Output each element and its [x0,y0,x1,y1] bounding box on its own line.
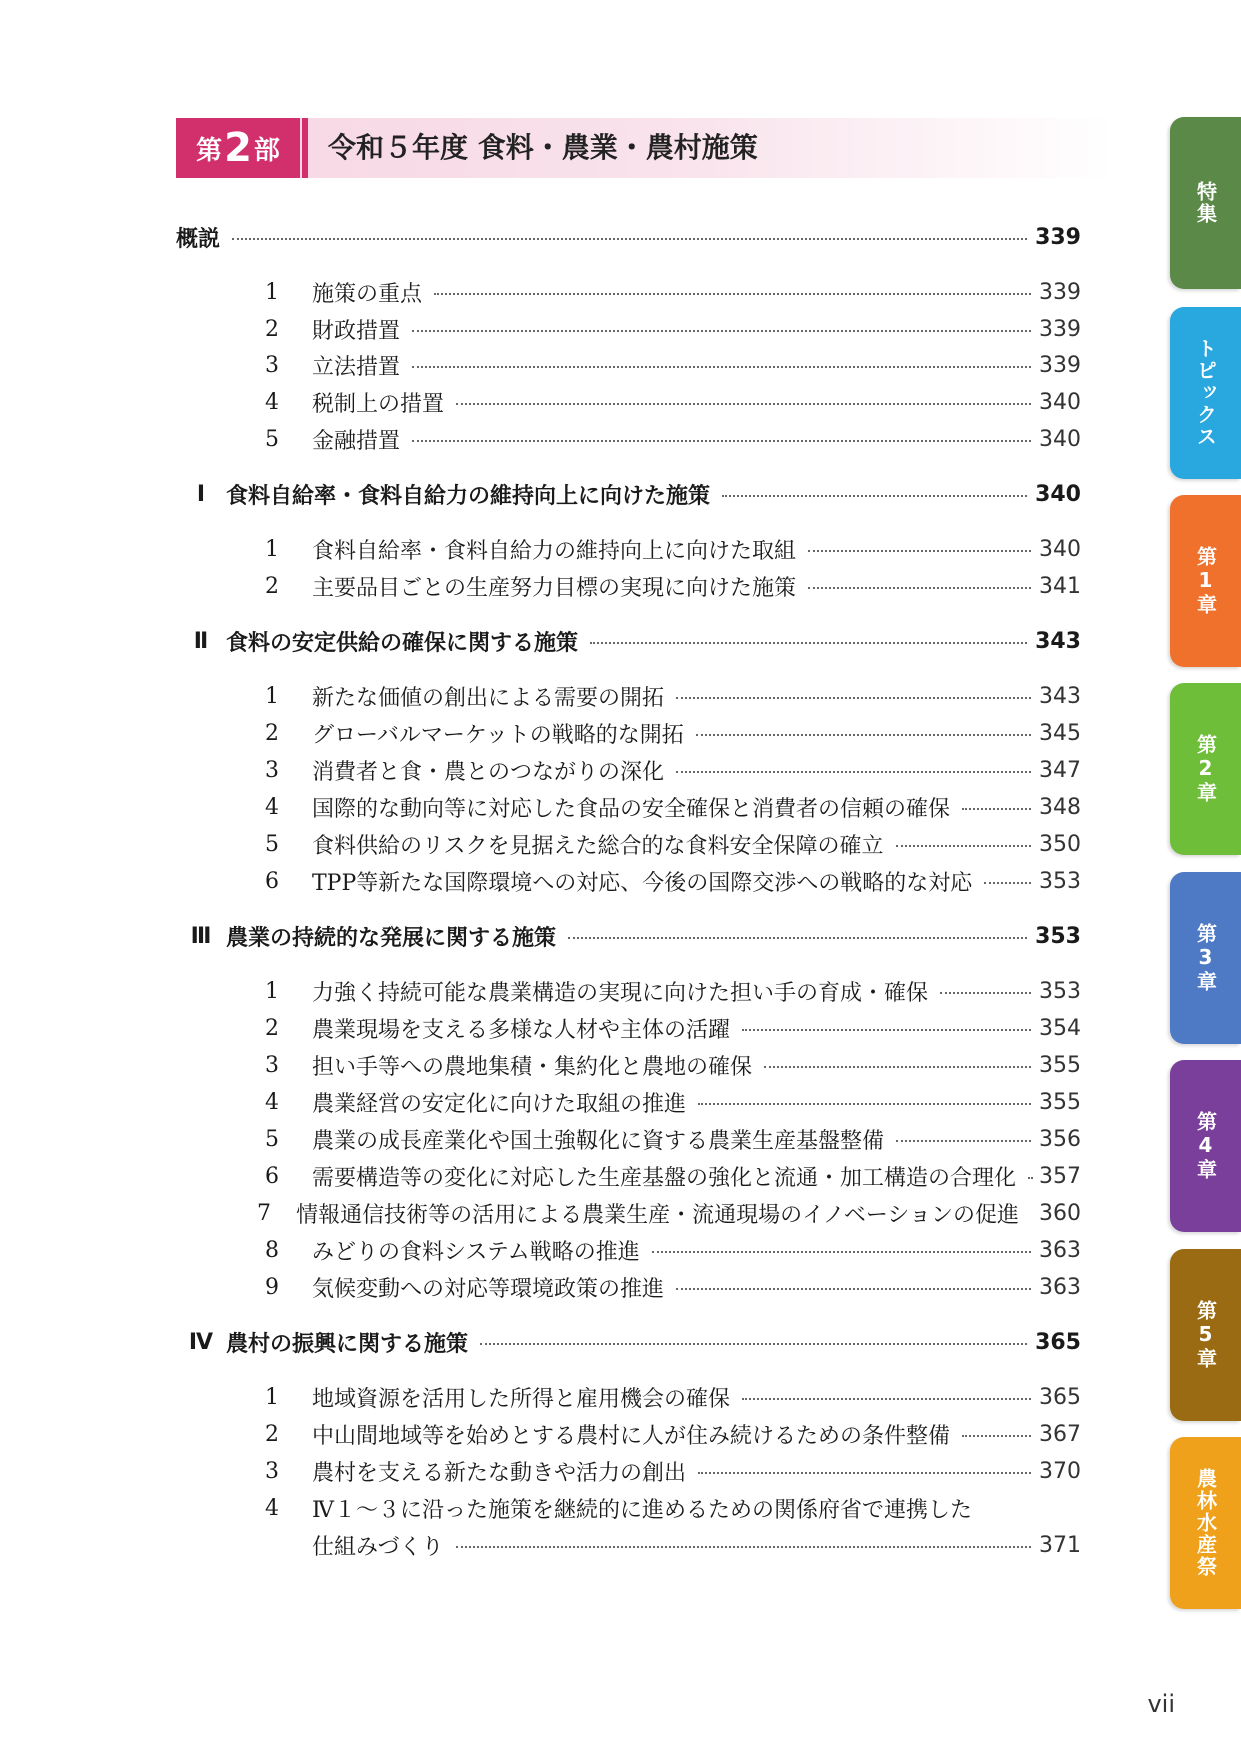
tab-4[interactable] [1170,683,1241,855]
toc-title: 農業の成長産業化や国土強靱化に資する農業生産基盤整備 [312,1128,885,1154]
toc-number: 3 [265,352,279,378]
toc-item-row[interactable] [254,532,1081,566]
toc-leader-dots [698,1103,1031,1105]
toc-item-row[interactable] [254,348,1081,382]
toc-title: 地域資源を活用した所得と雇用機会の確保 [312,1386,731,1412]
toc-item-row[interactable] [254,312,1081,346]
tab-label: 農林水産祭 [1193,1468,1218,1578]
tab-6[interactable] [1170,1060,1241,1232]
toc-page-number: 367 [1039,1421,1081,1447]
toc-leader-dots [456,403,1031,405]
toc-page-number: 348 [1039,794,1081,820]
toc-page-number: 339 [1039,352,1081,378]
toc-leader-dots [568,937,1027,939]
toc-page-number: 340 [1039,426,1081,452]
tab-2[interactable] [1170,307,1241,479]
toc-leader-dots [962,1435,1031,1437]
toc-number: 3 [265,1052,279,1078]
tab-label: 第4章 [1193,1111,1218,1181]
part-suffix: 部 [253,135,280,166]
tab-label: 第2章 [1193,734,1218,804]
toc-number: 8 [265,1237,279,1263]
toc-leader-dots [232,238,1027,240]
toc-page-number: 357 [1039,1163,1081,1189]
toc-title: みどりの食料システム戦略の推進 [312,1239,640,1265]
toc-section-row[interactable] [176,919,1081,953]
toc-leader-dots [456,1546,1031,1548]
part-prefix: 第 [196,135,223,166]
part-number: 2 [224,125,252,171]
toc-number: 1 [265,978,279,1004]
toc-item-row[interactable] [254,385,1081,419]
toc-number: Ⅱ [193,628,209,654]
toc-number: 3 [265,757,279,783]
toc-leader-dots [764,1066,1031,1068]
toc-title: 食料自給率・食料自給力の維持向上に向けた取組 [312,538,797,564]
toc-title: 農村を支える新たな動きや活力の創出 [312,1460,687,1486]
toc-title: 立法措置 [312,354,401,380]
part-header [176,118,1112,178]
toc-page-number: 370 [1039,1458,1081,1484]
toc-title: 力強く持続可能な農業構造の実現に向けた担い手の育成・確保 [312,980,929,1006]
toc-leader-dots [696,734,1031,736]
toc-leader-dots [434,293,1031,295]
toc-item-row[interactable] [254,1196,1081,1230]
toc-leader-dots [698,1472,1031,1474]
part-label-edge [302,118,308,178]
tab-8[interactable] [1170,1437,1241,1609]
toc-number: 3 [265,1458,279,1484]
toc-number: 2 [265,720,279,746]
toc-leader-dots [742,1029,1031,1031]
toc-item-row[interactable] [254,1122,1081,1156]
toc-number: 6 [265,868,279,894]
toc-page-number: 340 [1039,536,1081,562]
toc-leader-dots [896,845,1031,847]
toc-title: 食料自給率・食料自給力の維持向上に向けた施策 [226,483,711,509]
toc-item-row[interactable] [254,1417,1081,1451]
toc-number: 2 [265,1015,279,1041]
toc-page-number: 371 [1039,1532,1081,1558]
toc-item-row[interactable] [254,1270,1081,1304]
toc-title: 農業経営の安定化に向けた取組の推進 [312,1091,687,1117]
toc-leader-dots [808,550,1031,552]
toc-page-number: 350 [1039,831,1081,857]
toc-page-number: 363 [1039,1237,1081,1263]
toc-section-row[interactable] [176,1325,1081,1359]
toc-leader-dots [676,1288,1031,1290]
toc-item-row[interactable] [254,974,1081,1008]
toc-item-row[interactable] [254,1380,1081,1414]
toc-page-number: 353 [1039,978,1081,1004]
toc-leader-dots [1028,1177,1031,1179]
toc-page-number: 354 [1039,1015,1081,1041]
toc-number: 4 [265,1089,279,1115]
toc-leader-dots [412,330,1031,332]
toc-item-row[interactable] [254,679,1081,713]
toc-number: 5 [265,831,279,857]
toc-number: 2 [265,316,279,342]
toc-number: Ⅳ [188,1329,214,1355]
toc-item-row[interactable] [254,790,1081,824]
toc-leader-dots [742,1398,1031,1400]
tab-label: 第3章 [1193,923,1218,993]
toc-page-number: 339 [1039,279,1081,305]
toc-section-row[interactable] [176,477,1081,511]
toc-number: 1 [265,279,279,305]
toc-number: 4 [265,794,279,820]
toc-item-row[interactable] [254,275,1081,309]
toc-item-row[interactable] [254,1454,1081,1488]
toc-page-number: 363 [1039,1274,1081,1300]
toc-page-number: 353 [1039,868,1081,894]
toc-item-row[interactable] [254,864,1081,898]
toc-leader-dots [590,642,1027,644]
toc-title: 国際的な動向等に対応した食品の安全確保と消費者の信頼の確保 [312,796,951,822]
toc-page-number: 365 [1039,1384,1081,1410]
toc-number: 1 [265,683,279,709]
toc-page-number: 356 [1039,1126,1081,1152]
toc-number: 6 [265,1163,279,1189]
toc-number: 4 [265,1495,279,1521]
toc-leader-dots [722,495,1027,497]
toc-page-number: 339 [1039,316,1081,342]
toc-page-number: 345 [1039,720,1081,746]
tab-label: 第1章 [1193,546,1218,616]
toc-page-number: 340 [1039,389,1081,415]
toc-leader-dots [652,1251,1031,1253]
tab-5[interactable] [1170,872,1241,1044]
toc-page-number: 355 [1039,1052,1081,1078]
toc-title: Ⅳ１～３に沿った施策を継続的に進めるための関係府省で連携した [312,1497,972,1523]
toc-number: 5 [265,1126,279,1152]
toc-page-number: 341 [1039,573,1081,599]
toc-page-number: 343 [1039,683,1081,709]
toc-title: 消費者と食・農とのつながりの深化 [312,759,665,785]
tab-1[interactable] [1170,117,1241,289]
part-label [176,118,300,178]
toc-number: 4 [265,389,279,415]
toc-number: 7 [257,1200,272,1226]
toc-leader-dots [962,808,1031,810]
toc-page-number: 365 [1035,1329,1081,1355]
toc-page-number: 353 [1035,923,1081,949]
toc-title: 気候変動への対応等環境政策の推進 [312,1276,665,1302]
toc-item-row[interactable] [254,1491,1081,1525]
toc-title: 概説 [176,226,221,252]
toc-item-row[interactable] [254,716,1081,750]
tab-7[interactable] [1170,1249,1241,1421]
tab-label: 特集 [1193,181,1218,225]
toc-item-row[interactable] [254,1048,1081,1082]
toc-leader-dots [896,1140,1031,1142]
toc-title: 税制上の措置 [312,391,445,417]
toc-title: 農業現場を支える多様な人材や主体の活躍 [312,1017,731,1043]
toc-item-row[interactable] [254,1528,1081,1562]
toc-title: 仕組みづくり [312,1534,444,1560]
toc-item-row[interactable] [254,1159,1081,1193]
tab-3[interactable] [1170,495,1241,667]
toc-page-number: 355 [1039,1089,1081,1115]
toc-title: 食料供給のリスクを見据えた総合的な食料安全保障の確立 [312,833,884,859]
toc-title: 農村の振興に関する施策 [226,1331,469,1357]
toc-page-number: 360 [1039,1200,1081,1226]
toc-title: 主要品目ごとの生産努力目標の実現に向けた施策 [312,575,797,601]
toc-item-row[interactable] [254,1011,1081,1045]
toc-page-number: 339 [1035,224,1081,250]
toc-title: グローバルマーケットの戦略的な開拓 [312,722,684,748]
toc-title: 担い手等への農地集積・集約化と農地の確保 [312,1054,753,1080]
tab-label: トピックス [1193,338,1218,448]
toc-item-row[interactable] [254,1233,1081,1267]
toc-page-number: 340 [1035,481,1081,507]
toc-title: 施策の重点 [312,281,423,307]
toc-leader-dots [676,697,1031,699]
toc-title: 財政措置 [312,318,401,344]
toc-number: 2 [265,573,279,599]
toc-title: 中山間地域等を始めとする農村に人が住み続けるための条件整備 [312,1423,951,1449]
toc-leader-dots [412,366,1031,368]
toc-section-row[interactable] [176,624,1081,658]
toc-title: TPP等新たな国際環境への対応、今後の国際交渉への戦略的な対応 [312,870,973,896]
toc-number: 1 [265,1384,279,1410]
toc-number: 9 [265,1274,279,1300]
toc-leader-dots [808,587,1031,589]
tab-label: 第5章 [1193,1300,1218,1370]
toc-number: 5 [265,426,279,452]
toc-number: 1 [265,536,279,562]
toc-item-row[interactable] [254,422,1081,456]
toc-item-row[interactable] [254,753,1081,787]
toc-title: 金融措置 [312,428,401,454]
toc-leader-dots [480,1343,1027,1345]
toc-leader-dots [676,771,1031,773]
toc-item-row[interactable] [254,1085,1081,1119]
page-number: vii [1147,1690,1175,1718]
toc-title: 情報通信技術等の活用による農業生産・流通現場のイノベーションの促進 [296,1202,1019,1228]
toc-section-row[interactable] [176,220,1081,254]
part-title: 令和５年度 食料・農業・農村施策 [328,131,758,164]
toc-number: Ⅲ [190,923,212,949]
toc-leader-dots [940,992,1031,994]
toc-title: 需要構造等の変化に対応した生産基盤の強化と流通・加工構造の合理化 [312,1165,1017,1191]
toc-number: 2 [265,1421,279,1447]
toc-leader-dots [412,440,1031,442]
toc-leader-dots [984,882,1031,884]
toc-title: 新たな価値の創出による需要の開拓 [312,685,665,711]
toc-title: 農業の持続的な発展に関する施策 [226,925,557,951]
toc-title: 食料の安定供給の確保に関する施策 [226,630,579,656]
toc-number: Ⅰ [196,481,206,507]
toc-item-row[interactable] [254,569,1081,603]
toc-page-number: 343 [1035,628,1081,654]
toc-item-row[interactable] [254,827,1081,861]
toc-page-number: 347 [1039,757,1081,783]
